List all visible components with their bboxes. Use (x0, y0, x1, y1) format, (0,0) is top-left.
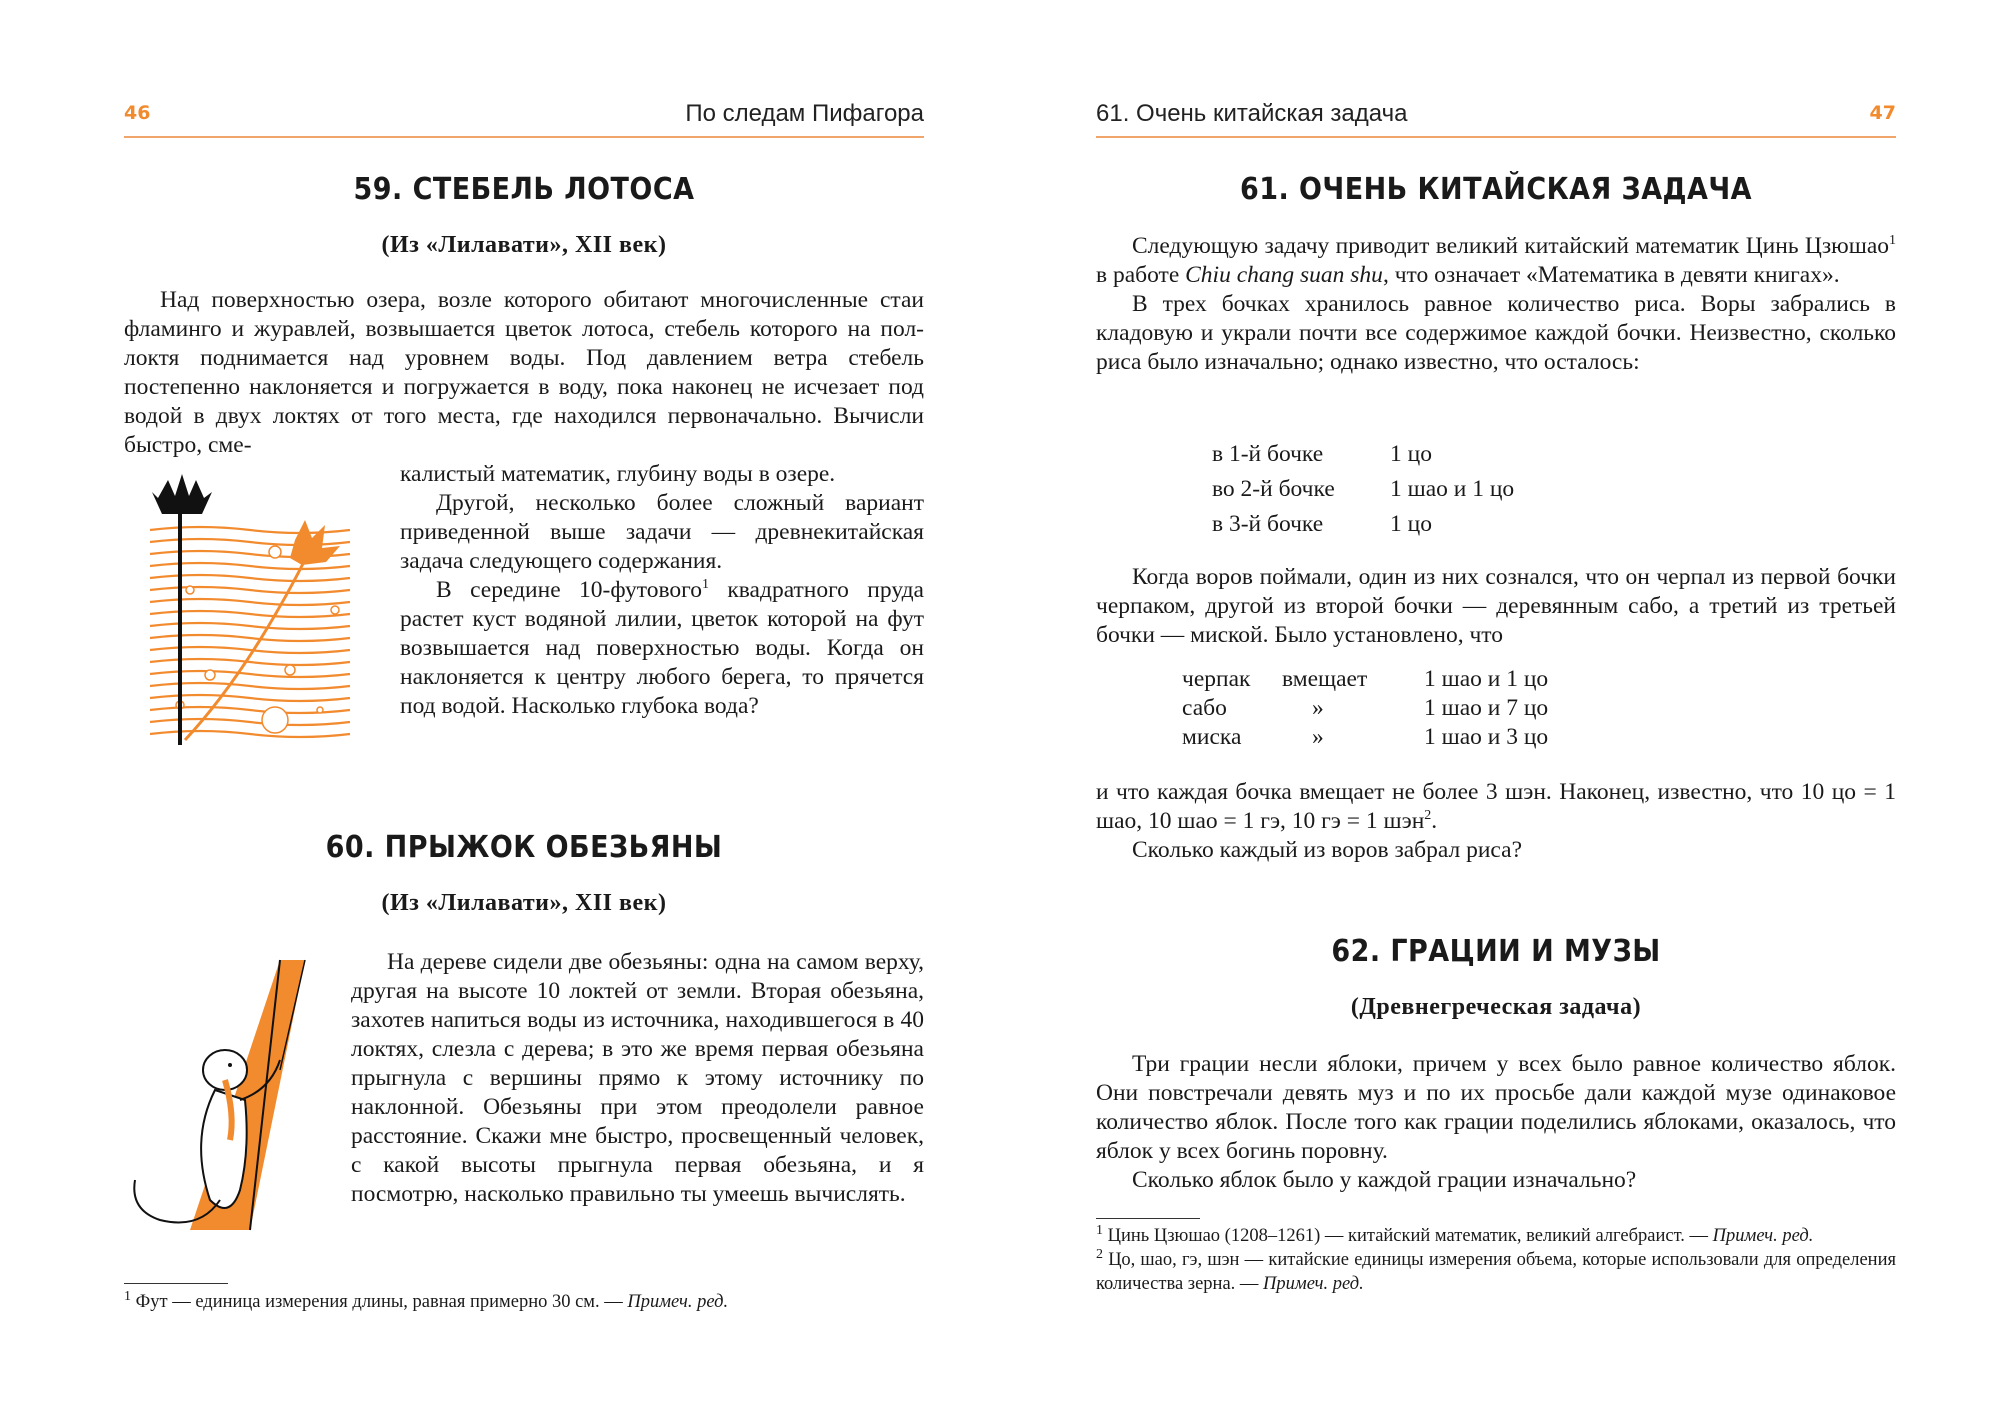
lotus-illustration (130, 470, 370, 760)
footnotes (1096, 1224, 1896, 1296)
footnote-ref-1: 1 (701, 577, 709, 593)
page-number: 47 (1869, 102, 1896, 124)
table-row: миска » 1 шао и 3 цо (1182, 724, 1549, 750)
problem-61-para5: Сколько каждый из воров забрал риса? (1132, 837, 1523, 863)
problem-61-para2: В трех бочках хранилось равное количество риса. Воры забрались в кладовую и украли почти все содержимое каждой бочки. Неизвестно, сколько риса было изначально; однако известно, что осталось: (1096, 291, 1896, 375)
footnote-2: $^2$ Цо, шао, гэ, шэн — китайские единицы измерения объема, которые использовали для определения количества зерна. — Примеч. ред. (1096, 1246, 1896, 1294)
problem-61-para4: и что каждая бочка вмещает не более 3 шэн. Наконец, известно, что 10 цо = 1 шао, 10 шао = 1 гэ, 10 гэ = 1 шэн$^2$. (1096, 779, 1896, 834)
table-row: сабо » 1 шао и 7 цо (1182, 695, 1549, 721)
problem-59-text-variant (400, 489, 924, 721)
footnote-1: $^1$ Цинь Цзюшао (1208–1261) — китайский математик, великий алгебраист. — Примеч. ред. (1096, 1222, 1814, 1246)
footnote-rule (124, 1283, 228, 1284)
left-page-header (124, 100, 924, 138)
footnote-ref-1: 1 (1889, 233, 1896, 249)
running-head: 61. Очень китайская задача (1096, 100, 1408, 127)
problem-61-text-bottom (1096, 778, 1896, 865)
problem-61-text-top (1096, 232, 1896, 377)
table-row: в 1-й бочке 1 цо (1212, 441, 1432, 467)
problem-62-para1: Три грации несли яблоки, причем у всех было равное количество яблок. Они повстречали девять муз и по их просьбе дали каждой музе одинаковое количество яблок. После того как грации поделились яблоками, оказалось, что яблок у всех богинь поровну. (1096, 1051, 1896, 1164)
remains-table (1212, 441, 1514, 546)
footnote-1: $^1$ Фут — единица измерения длины, равная примерно 30 см. — Примеч. ред. (124, 1288, 729, 1312)
problem-59-text-top (124, 286, 924, 460)
problem-59-para2: Другой, несколько более сложный вариант приведенной выше задачи — древнекитайская задача следующего содержания. (400, 490, 924, 574)
problem-62-text (1096, 1050, 1896, 1195)
footnote-ref-2: 2 (1424, 808, 1432, 824)
problem-59-subtitle: (Из «Лилавати», XII век) (381, 232, 667, 258)
right-page-header (1096, 100, 1896, 138)
problem-61-para3: Когда воров поймали, один из них сознался, что он черпал из первой бочки черпаком, другой из второй бочки — деревянным сабо, а третий из третьей бочки — миской. Было установлено, что (1096, 564, 1896, 648)
problem-62-title: 62. ГРАЦИИ И МУЗЫ (1331, 934, 1661, 969)
problem-61-para1: Следующую задачу приводит великий китайский математик Цинь Цзюшао$^1$ в работе Chiu chang suan shu, что означает «Математика в девяти книгах». (1096, 233, 1896, 288)
table-row: во 2-й бочке 1 шао и 1 цо (1212, 476, 1515, 502)
problem-59-para1-tail: калистый математик, глубину воды в озере. (400, 461, 836, 487)
problem-60-subtitle: (Из «Лилавати», XII век) (381, 890, 667, 916)
problem-61-text-mid (1096, 563, 1896, 650)
table-row: в 3-й бочке 1 цо (1212, 511, 1432, 537)
running-head: По следам Пифагора (685, 100, 924, 127)
problem-59-para1: Над поверхностью озера, возле которого обитают многочисленные стаи фламинго и журавлей, возвышается цветок лотоса, стебель которого на пол-локтя поднимается над уровнем воды. Под давлением ветра стебель постепенно наклоняется и погружается в воду, пока наконец не исчезает под водой в двух локтях от того места, где находился первоначально. Вычисли быстро, сме- (124, 287, 924, 458)
problem-62-para2: Сколько яблок было у каждой грации изначально? (1132, 1167, 1637, 1193)
problem-60-title: 60. ПРЫЖОК ОБЕЗЬЯНЫ (325, 830, 723, 865)
table-row: черпак вмещает 1 шао и 1 цо (1182, 666, 1549, 692)
footnote-rule (1096, 1218, 1200, 1219)
right-page (1000, 0, 2000, 1428)
problem-60-text (351, 948, 924, 1209)
problem-60-para1: На дереве сидели две обезьяны: одна на самом верху, другая на высоте 10 локтей от земли. Вторая обезьяна, захотев напиться воды из источника, находившегося в 40 локтях, слезла с дерева; в это же время первая обезьяна прыгнула с вершины прямо к этому источнику по наклонной. Обезьяны при этом преодолели равное расстояние. Скажи мне быстро, просвещенный человек, с какой высоты прыгнула первая обезьяна, и я посмотрю, насколько правильно ты умеешь вычислять. (351, 949, 924, 1207)
monkey-illustration (130, 950, 330, 1240)
page-number: 46 (124, 102, 151, 124)
problem-62-subtitle: (Древнегреческая задача) (1350, 994, 1642, 1020)
containers-table (1182, 666, 1548, 753)
problem-61-title: 61. ОЧЕНЬ КИТАЙСКАЯ ЗАДАЧА (1239, 172, 1753, 207)
problem-59-title: 59. СТЕБЕЛЬ ЛОТОСА (353, 172, 695, 207)
problem-59-text-wrap (400, 460, 924, 489)
problem-59-para3: В середине 10-футового$^1$ квадратного пруда растет куст водяной лилии, цветок которой на фут возвышается над поверхностью воды. Когда он наклоняется к центру любого берега, то прячется под водой. Насколько глубока вода? (400, 577, 924, 719)
